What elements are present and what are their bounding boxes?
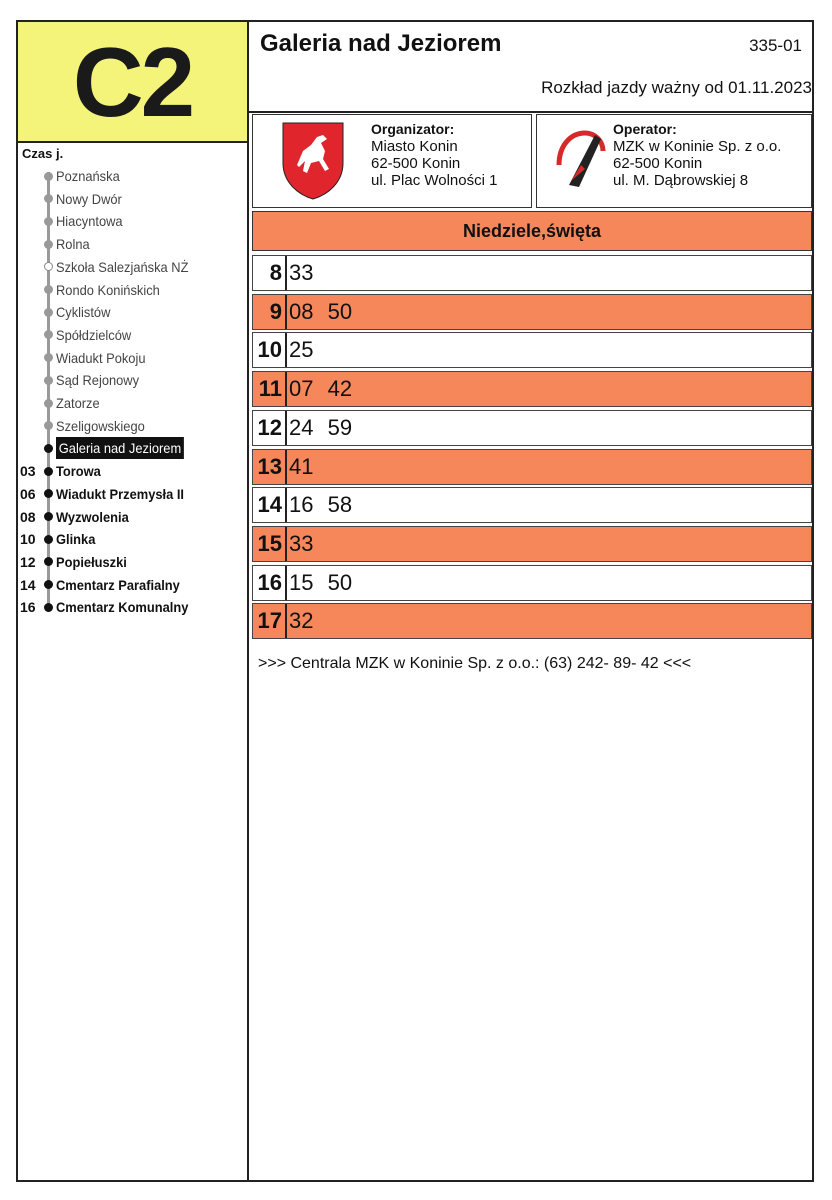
stop-name: Szeligowskiego	[56, 417, 145, 434]
stop-time: 06	[20, 485, 36, 502]
departure-hour: 13	[253, 450, 287, 484]
route-stop	[20, 256, 200, 278]
departure-hour: 14	[253, 488, 287, 522]
departure-minutes: 24 59	[289, 414, 353, 440]
stop-name: Wiadukt Przemysła II	[56, 485, 185, 502]
departure-row	[252, 449, 812, 485]
stop-dot-icon	[44, 603, 53, 612]
route-stop	[20, 233, 93, 255]
stop-dot-icon	[44, 330, 53, 339]
stop-name: Hiacyntowa	[56, 213, 123, 230]
stop-time: 10	[20, 531, 36, 548]
departure-row	[252, 410, 812, 446]
stop-name: Glinka	[56, 531, 96, 548]
stop-name: Szkoła Salezjańska NŻ	[56, 258, 189, 275]
stop-dot-icon	[44, 467, 53, 476]
route-stop	[20, 551, 133, 573]
departure-row	[252, 526, 812, 562]
stop-name: Popiełuszki	[56, 553, 127, 570]
departure-row	[252, 332, 812, 368]
departure-row	[252, 603, 812, 639]
stop-name: Zatorze	[56, 395, 100, 411]
departure-hour: 9	[253, 295, 287, 329]
organizer-box	[252, 114, 532, 208]
stop-time: 12	[20, 553, 36, 570]
operator-line-1: MZK w Koninie Sp. z o.o.	[613, 138, 782, 155]
stop-dot-icon	[44, 172, 53, 181]
stop-name: Wyzwolenia	[56, 508, 129, 525]
stop-title: Galeria nad Jeziorem	[260, 30, 502, 57]
stop-name: Galeria nad Jeziorem	[56, 437, 184, 459]
operator-label: Operator:	[613, 121, 677, 137]
stop-name: Torowa	[56, 463, 101, 480]
departure-minutes: 07 42	[289, 376, 353, 402]
route-stop	[20, 596, 200, 618]
stop-dot-icon	[44, 217, 53, 226]
departure-hour: 17	[253, 604, 287, 638]
departure-minutes: 33	[289, 260, 314, 285]
route-stop	[20, 369, 146, 391]
stop-dot-icon	[44, 353, 53, 362]
departure-minutes: 15 50	[289, 569, 353, 595]
stop-dot-icon	[44, 240, 53, 249]
stop-name: Rondo Konińskich	[56, 281, 160, 298]
stop-name: Cyklistów	[56, 304, 111, 321]
operator-info	[613, 121, 781, 189]
stop-time: 03	[20, 463, 36, 480]
stop-name: Nowy Dwór	[56, 190, 122, 207]
stop-dot-icon	[44, 194, 53, 203]
stop-dot-icon	[44, 262, 53, 271]
stop-name: Sąd Rejonowy	[56, 372, 140, 389]
contact-footer: >>> Centrala MZK w Koninie Sp. z o.o.: (63) 242- 89- 42 <<<	[258, 655, 692, 672]
departure-minutes: 33	[289, 530, 314, 556]
route-stop	[20, 324, 138, 346]
stop-dot-icon	[44, 512, 53, 521]
stop-dot-icon	[44, 421, 53, 430]
stop-dot-icon	[44, 285, 53, 294]
departure-hour: 16	[253, 566, 287, 600]
departure-hour: 15	[253, 527, 287, 561]
departure-row	[252, 565, 812, 601]
stop-dot-icon	[44, 444, 53, 453]
route-stop	[20, 528, 99, 550]
stop-name: Poznańska	[56, 168, 120, 184]
route-stop	[20, 437, 195, 459]
stop-time: 08	[20, 508, 36, 525]
departure-minutes: 16 58	[289, 492, 353, 518]
stop-name: Wiadukt Pokoju	[56, 349, 146, 366]
departure-minutes: 08 50	[289, 298, 353, 324]
stop-dot-icon	[44, 399, 53, 408]
stop-time: 16	[20, 599, 36, 616]
operator-line-2: 62-500 Konin	[613, 155, 703, 172]
konin-crest-icon	[281, 121, 345, 201]
route-stop	[20, 415, 153, 437]
mzk-logo-icon	[551, 125, 611, 201]
organizer-label: Organizator:	[371, 121, 455, 137]
route-stop	[20, 279, 169, 301]
organizer-line-3: ul. Plac Wolności 1	[371, 172, 498, 189]
stop-dot-icon	[44, 489, 53, 498]
departure-row	[252, 487, 812, 523]
line-number: C2	[72, 26, 193, 137]
departure-row	[252, 294, 812, 330]
stop-dot-icon	[44, 376, 53, 385]
departure-hour: 12	[253, 411, 287, 445]
departure-row	[252, 255, 812, 291]
header-divider	[249, 111, 812, 113]
operator-box	[536, 114, 812, 208]
departure-hour: 10	[253, 333, 287, 367]
departure-minutes: 32	[289, 608, 314, 634]
stop-dot-icon	[44, 308, 53, 317]
route-stop	[20, 301, 115, 323]
valid-from: Rozkład jazdy ważny od 01.11.2023	[541, 78, 812, 97]
departure-hour: 11	[253, 372, 287, 406]
departure-hour: 8	[253, 256, 287, 290]
route-stop	[20, 165, 125, 187]
time-column-label: Czas j.	[22, 146, 64, 161]
departure-minutes: 41	[289, 453, 314, 479]
route-stop	[20, 460, 105, 482]
route-stop	[20, 347, 153, 369]
column-divider	[247, 20, 249, 1182]
organizer-line-2: 62-500 Konin	[371, 155, 461, 172]
route-stop	[20, 392, 103, 414]
route-stop	[20, 483, 195, 505]
stop-dot-icon	[44, 535, 53, 544]
stop-name: Cmentarz Komunalny	[56, 599, 189, 616]
stop-time: 14	[20, 576, 36, 593]
route-stop	[20, 506, 135, 528]
organizer-info	[371, 121, 497, 189]
stop-name: Spółdzielców	[56, 326, 132, 343]
departure-row	[252, 371, 812, 407]
stop-dot-icon	[44, 580, 53, 589]
route-stop	[20, 188, 128, 210]
departure-minutes: 25	[289, 337, 314, 363]
stop-name: Cmentarz Parafialny	[56, 576, 180, 593]
operator-line-3: ul. M. Dąbrowskiej 8	[613, 172, 749, 189]
stop-dot-icon	[44, 557, 53, 566]
route-stop	[20, 210, 128, 232]
day-type-header: Niedziele,święta	[252, 211, 812, 251]
route-stop	[20, 574, 191, 596]
line-number-box	[18, 22, 247, 143]
stop-name: Rolna	[56, 236, 90, 253]
timetable-code: 335-01	[749, 36, 802, 55]
organizer-line-1: Miasto Konin	[371, 138, 458, 155]
